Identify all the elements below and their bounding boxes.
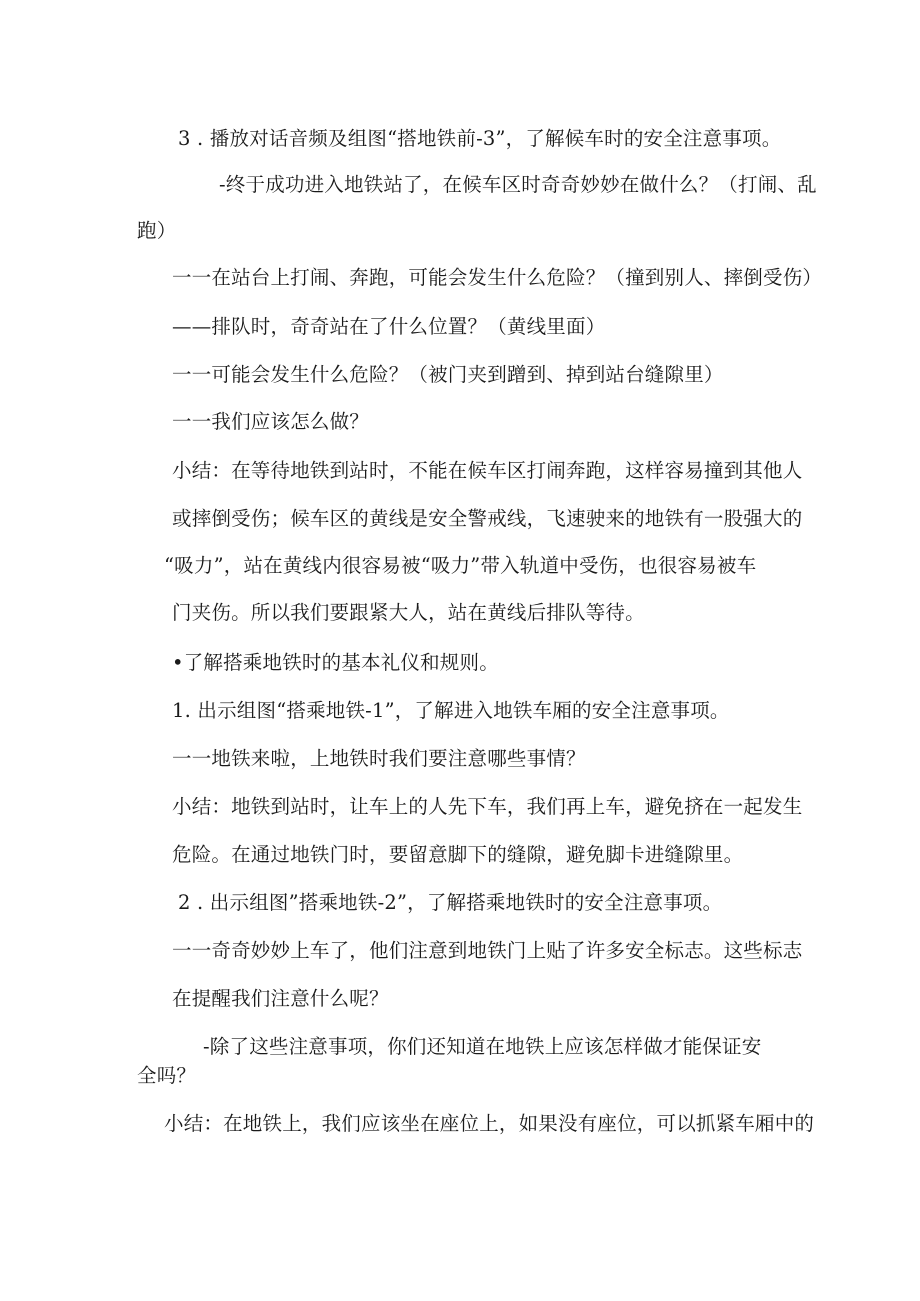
text-line-7: 一一我们应该怎么做？ — [172, 410, 370, 433]
text-line-19: 在提醒我们注意什么呢？ — [172, 987, 389, 1010]
text-line-12: •了解搭乘地铁时的基本礼仪和规则。 — [172, 651, 499, 674]
text-line-9: 或摔倒受伤；候车区的黄线是安全警戒线，飞速驶来的地铁有一股强大的 — [172, 507, 803, 530]
text-line-11: 门夹伤。所以我们要跟紧大人，站在黄线后排队等待。 — [172, 601, 645, 624]
text-line-20: -除了这些注意事项，你们还知道在地铁上应该怎样做才能保证安 — [203, 1035, 762, 1058]
text-line-4: 一一在站台上打闹、奔跑，可能会发生什么危险？（撞到别人、摔倒受伤） — [172, 266, 823, 289]
text-line-22: 小结：在地铁上，我们应该坐在座位上，如果没有座位，可以抓紧车厢中的 — [164, 1112, 815, 1135]
text-line-21: 全吗？ — [137, 1064, 197, 1087]
text-line-16: 危险。在通过地铁门时，要留意脚下的缝隙，避免脚卡进缝隙里。 — [172, 843, 744, 866]
text-line-5: ——排队时，奇奇站在了什么位置？（黄线里面） — [172, 315, 606, 338]
text-line-18: 一一奇奇妙妙上车了，他们注意到地铁门上贴了许多安全标志。这些标志 — [172, 939, 803, 962]
text-line-13: 1. 出示组图“搭乘地铁-1”，了解进入地铁车厢的安全注意事项。 — [172, 699, 730, 722]
text-line-17: 2 . 出示组图”搭乘地铁-2”，了解搭乘地铁时的安全注意事项。 — [178, 891, 723, 914]
text-line-10: “吸力”，站在黄线内很容易被“吸力”带入轨道中受伤，也很容易被车 — [164, 554, 757, 577]
text-line-8: 小结：在等待地铁到站时，不能在候车区打闹奔跑，这样容易撞到其他人 — [172, 459, 803, 482]
text-line-2: -终于成功进入地铁站了，在候车区时奇奇妙妙在做什么？（打闹、乱 — [219, 173, 817, 196]
text-line-3: 跑） — [137, 219, 177, 242]
text-line-6: 一一可能会发生什么危险？（被门夹到蹭到、掉到站台缝隙里） — [172, 363, 724, 386]
text-line-15: 小结：地铁到站时，让车上的人先下车，我们再上车，避免挤在一起发生 — [172, 795, 803, 818]
text-line-14: 一一地铁来啦，上地铁时我们要注意哪些事情？ — [172, 747, 586, 770]
text-line-1: 3 . 播放对话音频及组图“搭地铁前-3”，了解候车时的安全注意事项。 — [178, 127, 782, 150]
